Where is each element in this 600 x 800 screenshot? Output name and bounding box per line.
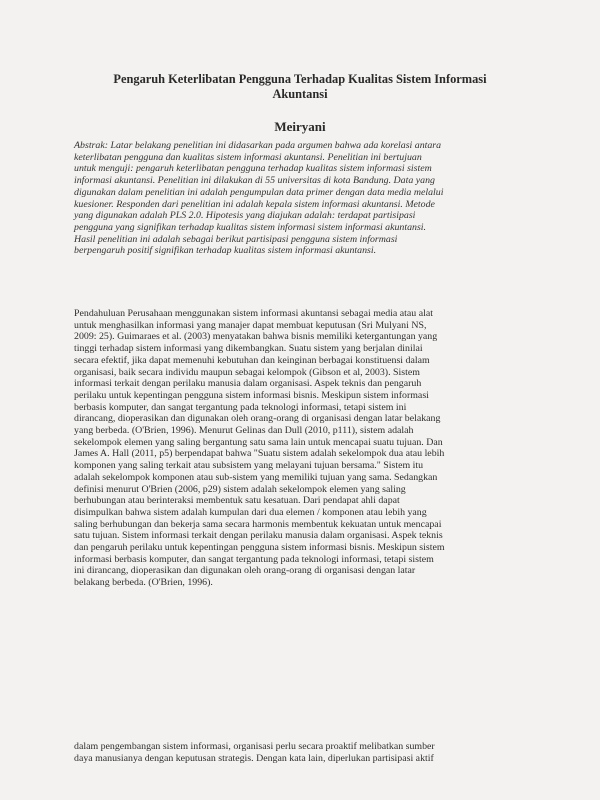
abstract-line: Hasil penelitian ini adalah sebagai berikut partisipasi pengguna sistem informasi [74,233,398,245]
abstract-line: Abstrak: Latar belakang penelitian ini didasarkan pada argumen bahwa ada korelasi antara [74,140,442,151]
body-line: informasi berbasis komputer, dan sangat tergantung pada teknologi informasi, tetapi sistem [74,553,434,565]
body-paragraph-continued [74,741,544,764]
body-line: informasi terkait dengan perilaku manusia dalam organisasi. Aspek teknis dan pengaruh [74,378,422,390]
body-line: saling berhubungan dan bekerja sama secara harmonis membentuk kekuatan untuk mencapai [74,518,442,530]
abstract [74,140,544,257]
body-line: berbasis komputer, dan sangat tergantung pada teknologi informasi, tetapi sistem ini [74,401,407,413]
body-line: Pendahuluan Perusahaan menggunakan sistem informasi akuntansi sebagai media atau alat [74,308,433,319]
abstract-line: pengguna yang signifikan terhadap kualitas sistem informasi sistem informasi akuntansi. [74,221,427,233]
body-line: perilaku untuk kepentingan pengguna sistem informasi bisnis. Meskipun sistem informasi [74,389,429,401]
body-line: definisi menurut O'Brien (2006, p29) sistem adalah sekelompok elemen yang saling [74,483,406,495]
body-line: disimpulkan bahwa sistem adalah kumpulan dari dua elemen / komponen atau lebih yang [74,506,427,518]
body-line: dirancang, dioperasikan dan digunakan oleh orang-orang di organisasi dengan latar belakang [74,413,441,425]
body-line: sekelompok elemen yang saling bergantung satu sama lain untuk mencapai suatu tujuan. Dan [74,436,443,448]
body-line: satu tujuan. Sistem informasi terkait dengan perilaku manusia dalam organisasi. Aspek teknis [74,530,443,542]
body-line: adalah sekelompok komponen atau sub-sistem yang memiliki tujuan yang sama. Sedangkan [74,471,438,483]
body-line: 2009: 25). Guimaraes et al. (2003) menyatakan bahwa bisnis memiliki ketergantungan yang [74,331,438,343]
body-line: daya manusianya dengan keputusan strategis. Dengan kata lain, diperlukan partisipasi aktif [74,752,434,764]
body-line: tinggi terhadap sistem informasi yang dikembangkan. Suatu sistem yang berjalan dinilai [74,343,423,355]
body-line: ini dirancang, dioperasikan dan digunakan oleh orang-orang di organisasi dengan latar [74,565,416,577]
title-line: Pengaruh Keterlibatan Pengguna Terhadap Kualitas Sistem Informasi [113,72,487,86]
abstract-line: untuk menguji: pengaruh keterlibatan pengguna terhadap kualitas sistem informasi sistem [74,163,432,175]
body-line: berhubungan atau berinteraksi membentuk satu kesatuan. Dari pendapat ahli dapat [74,495,400,507]
abstract-line: berpengaruh positif signifikan terhadap kualitas sistem informasi akuntansi. [74,245,377,257]
body-line: secara efektif, jika dapat memenuhi kebutuhan dan keinginan berbagai konstituensi dalam [74,354,430,366]
abstract-line: kuesioner. Responden dari penelitian ini adalah kepala sistem informasi akuntansi. Metode [74,198,435,210]
abstract-line: informasi akuntansi. Penelitian ini dilakukan di 55 universitas di kota Bandung. Data yang [74,175,435,187]
body-line: dan pengaruh perilaku untuk kepentingan pengguna sistem informasi bisnis. Meskipun sistem [74,542,445,554]
body-line: untuk menghasilkan informasi yang manajer dapat membuat keputusan (Sri Mulyani NS, [74,319,427,331]
body-line: yang berbeda. (O'Brien, 1996). Menurut Gelinas dan Dull (2010, p111), sistem adalah [74,425,414,437]
body-line: James A. Hall (2011, p5) berpendapat bahwa "Suatu sistem adalah sekelompok dua atau lebih [74,448,445,460]
paper-title [80,72,520,102]
abstract-line: yang digunakan adalah PLS 2.0. Hipotesis yang diajukan adalah: terdapat partisipasi [74,210,416,222]
body-line: belakang berbeda. (O'Brien, 1996). [74,577,213,589]
title-line: Akuntansi [272,87,328,101]
author-name: Meiryani [274,119,326,134]
abstract-line: digunakan dalam penelitian ini adalah pengumpulan data primer dengan data media melalui [74,186,444,198]
body-line: komponen yang saling terkait atau subsistem yang melayani tujuan bersama." Sistem itu [74,460,424,472]
abstract-line: keterlibatan pengguna dan kualitas sistem informasi akuntansi. Penelitian ini bertujuan [74,151,422,163]
body-line: dalam pengembangan sistem informasi, organisasi perlu secara proaktif melibatkan sumber [74,741,435,752]
body-paragraph [74,308,544,589]
body-line: organisasi, baik secara individu maupun sebagai kelompok (Gibson et al, 2003). Sistem [74,366,420,378]
